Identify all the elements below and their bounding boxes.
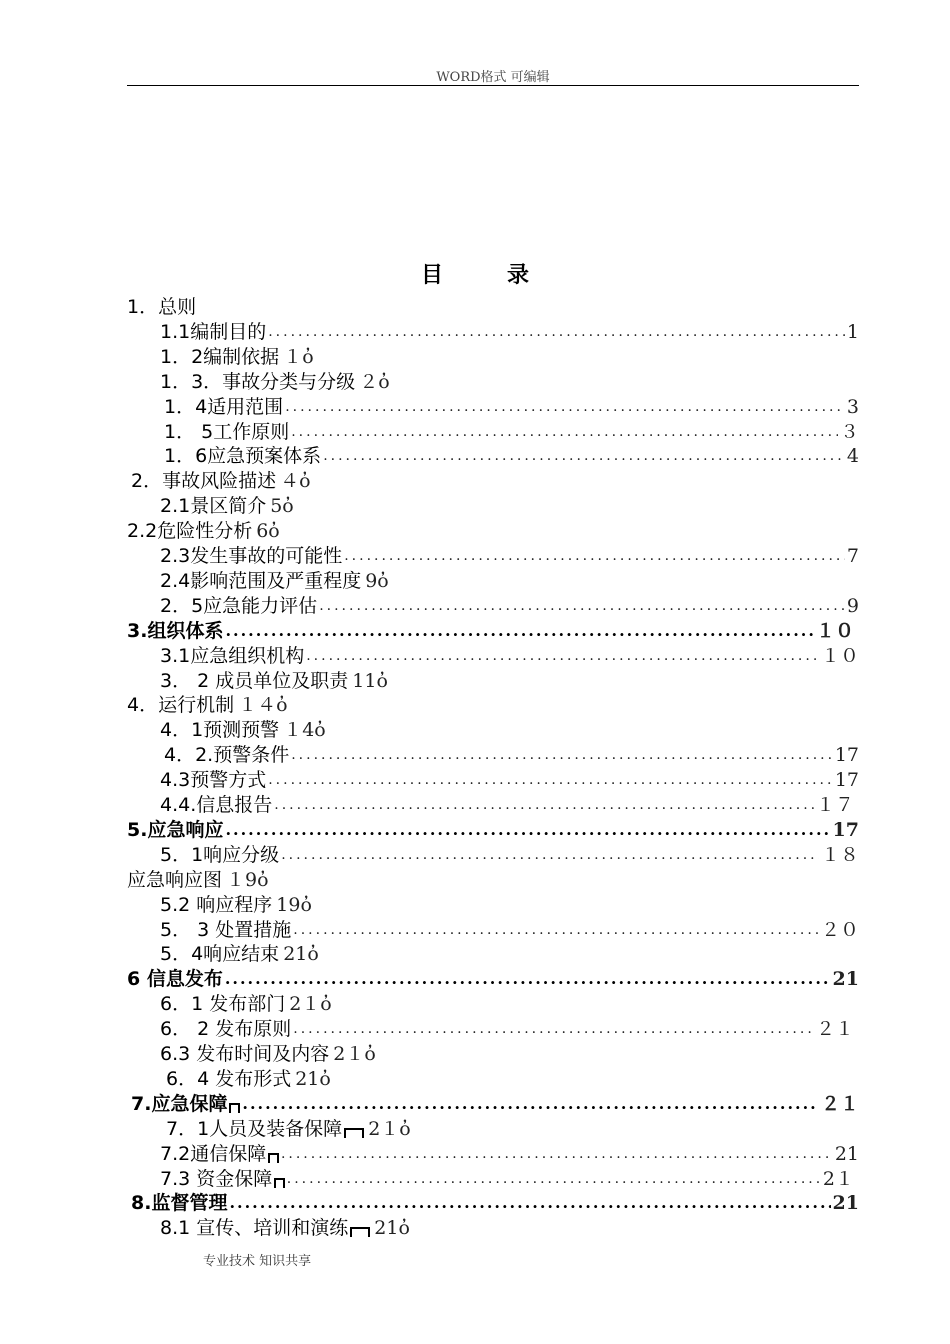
toc-entry-label: 1． 5工作原则 [164, 420, 290, 443]
toc-entry-label: 4．1预测预警 [160, 719, 280, 742]
toc-entry-page: 21 [832, 1192, 859, 1215]
toc-entry-page: 9 [846, 594, 859, 617]
header-rule [127, 85, 859, 86]
toc-entry-page: １８ [820, 843, 859, 866]
toc-dot-leader [225, 818, 830, 842]
toc-entry[interactable] [160, 569, 389, 593]
toc-entry-label: 2.2危险性分析 [127, 520, 253, 543]
toc-entry-label: 4.4.信息报告 [160, 794, 273, 816]
toc-entry-page: 3 [846, 395, 859, 418]
field-mark-icon [344, 1128, 364, 1138]
toc-entry-page: 5ὀ [270, 495, 294, 518]
toc-entry-page: １ὀ [283, 345, 314, 368]
toc-entry-label: 1．3．事故分类与分级 [160, 370, 356, 393]
toc-entry-page: 19ὀ [276, 893, 312, 916]
toc-entry-page: ２０ [820, 918, 859, 941]
toc-dot-leader [319, 594, 845, 618]
toc-entry[interactable] [166, 1067, 331, 1091]
toc-entry[interactable] [164, 743, 859, 767]
toc-entry[interactable] [160, 1042, 376, 1066]
toc-title [0, 258, 950, 289]
toc-entry-page: １７ [815, 794, 854, 816]
toc-entry-page: 21ὀ [374, 1217, 410, 1240]
toc-entry-page: 7 [846, 545, 859, 567]
toc-entry[interactable] [127, 818, 859, 842]
toc-entry[interactable] [127, 619, 854, 643]
toc-entry-page: ２１ [815, 1018, 854, 1041]
field-mark-icon [229, 1103, 240, 1113]
field-mark-icon [268, 1153, 279, 1163]
toc-entry-label: 2．事故风险描述 [131, 470, 277, 493]
toc-entry-page: 6ὀ [256, 520, 280, 543]
toc-entry-label: 2．5应急能力评估 [160, 594, 318, 617]
toc-entry-page: 17 [834, 744, 859, 767]
toc-dot-leader [344, 544, 845, 568]
page-header: WORD格式 可编辑 [436, 70, 550, 85]
toc-entry-page: １０ [820, 644, 859, 667]
toc-entry-page: ２ὀ [359, 370, 390, 393]
toc-entry[interactable] [127, 693, 288, 717]
toc-dot-leader [242, 1092, 819, 1116]
toc-entry[interactable] [127, 295, 196, 319]
toc-entry[interactable] [160, 768, 859, 792]
toc-entry-page: 21ὀ [295, 1067, 331, 1090]
toc-entry[interactable] [131, 469, 311, 493]
toc-entry-label: 1．总则 [127, 296, 197, 318]
toc-entry[interactable] [160, 594, 859, 618]
toc-entry[interactable] [160, 918, 859, 942]
toc-entry[interactable] [160, 544, 859, 568]
toc-entry[interactable] [160, 893, 312, 917]
toc-entry-page: 21 [832, 968, 859, 991]
toc-dot-leader [287, 1167, 821, 1191]
toc-entry[interactable] [160, 644, 859, 668]
toc-entry-page: 9ὀ [365, 569, 389, 592]
toc-entry-label: 5．4响应结束 [160, 943, 280, 966]
toc-entry-label: 6 信息发布 [127, 968, 223, 991]
toc-entry-label: 4．运行机制 [127, 694, 235, 717]
toc-dot-leader [225, 967, 831, 991]
toc-entry-label: 2.1景区简介 [160, 495, 267, 518]
page-footer: 专业技术 知识共享 [203, 1254, 312, 1269]
toc-entry-label: 8.1 宣传、培训和演练 [160, 1217, 349, 1240]
toc-entry[interactable] [160, 718, 326, 742]
toc-entry-label: 2.4影响范围及严重程度 [160, 569, 362, 592]
toc-entry[interactable] [160, 345, 314, 369]
toc-title-right: 录 [507, 263, 530, 288]
toc-entry-page: ２１ [820, 1092, 859, 1115]
toc-entry-label: 6．1 发布部门 [160, 993, 286, 1016]
toc-dot-leader [323, 444, 845, 468]
toc-entry-label: 5．1响应分级 [160, 843, 280, 866]
toc-entry[interactable] [131, 1191, 859, 1215]
toc-entry-label: 6． 2 发布原则 [160, 1018, 292, 1041]
toc-dot-leader [306, 644, 819, 668]
toc-entry-page: １０ [815, 619, 854, 642]
toc-title-left: 目 [420, 263, 443, 288]
toc-entry[interactable] [160, 494, 294, 518]
toc-entry[interactable] [160, 1142, 859, 1166]
toc-entry-page: 2１ὀ [333, 1043, 376, 1065]
toc-entry-page: ４ὀ [280, 470, 311, 493]
toc-entry[interactable] [160, 793, 854, 817]
toc-dot-leader [225, 619, 814, 643]
toc-entry-label: 7．1人员及装备保障 [166, 1117, 343, 1140]
toc-dot-leader [274, 793, 814, 817]
toc-entry-page: 4 [846, 445, 859, 468]
toc-entry-label: 8.监督管理 [131, 1192, 228, 1215]
toc-dot-leader [291, 743, 833, 767]
toc-entry-label: 4．2.预警条件 [164, 744, 290, 767]
toc-dot-leader [293, 918, 819, 942]
toc-entry-label: 1．2编制依据 [160, 345, 280, 368]
toc-entry-page: 11ὀ [352, 669, 388, 692]
toc-entry-label: 7.2通信保障 [160, 1142, 267, 1165]
toc-entry-page: 21ὀ [283, 943, 319, 966]
toc-dot-leader [229, 1191, 830, 1215]
toc-dot-leader [285, 395, 845, 419]
toc-entry[interactable] [160, 843, 859, 867]
toc-entry-page: １４ὀ [238, 694, 288, 717]
toc-entry-page: 2１ [822, 1167, 854, 1190]
toc-dot-leader [293, 1017, 814, 1041]
toc-entry-page: 2１ὀ [289, 993, 332, 1016]
toc-entry[interactable] [160, 1216, 410, 1240]
toc-entry[interactable] [160, 669, 388, 693]
toc-entry[interactable] [160, 1017, 854, 1041]
toc-entry[interactable] [160, 992, 332, 1016]
field-mark-icon [274, 1178, 285, 1188]
toc-entry[interactable] [164, 395, 859, 419]
toc-entry[interactable] [166, 1117, 411, 1141]
field-mark-icon [350, 1227, 370, 1237]
toc-entry-page: 21 [834, 1142, 859, 1165]
toc-entry-label: 1.1编制目的 [160, 320, 267, 343]
toc-dot-leader [268, 768, 833, 792]
toc-entry-label: 应急响应图 [127, 868, 223, 891]
toc-entry-page: 1 [846, 320, 859, 343]
toc-entry-label: 7.应急保障 [131, 1092, 228, 1115]
toc-dot-leader [291, 420, 838, 444]
toc-entry[interactable] [160, 1167, 854, 1191]
toc-entry-label: 6．4 发布形式 [166, 1067, 292, 1090]
toc-entry-label: 3． 2 成员单位及职责 [160, 669, 349, 692]
toc-entry[interactable] [160, 370, 390, 394]
toc-entry-label: 3.组织体系 [127, 619, 224, 642]
toc-entry[interactable] [127, 868, 269, 892]
toc-entry-label: 5.应急响应 [127, 818, 224, 841]
toc-entry[interactable] [160, 320, 859, 344]
toc-dot-leader [281, 1142, 833, 1166]
toc-entry-label: 5.2 响应程序 [160, 893, 273, 916]
toc-entry-page: 17 [834, 769, 859, 792]
toc-entry-page: ３ [839, 420, 859, 443]
toc-entry[interactable] [127, 519, 280, 543]
toc-entry-label: 2.3发生事故的可能性 [160, 545, 343, 567]
toc-entry-page: １9ὀ [226, 868, 269, 891]
toc-entry-label: 7.3 资金保障 [160, 1167, 273, 1190]
toc-dot-leader [281, 843, 819, 867]
toc-entry-label: 4.3预警方式 [160, 769, 267, 792]
toc-dot-leader [268, 320, 845, 344]
toc-entry[interactable] [164, 444, 859, 468]
toc-entry-label: 5． 3 处置措施 [160, 918, 292, 941]
toc-entry-label: 6.3 发布时间及内容 [160, 1043, 330, 1065]
toc-entry-page: 2１ὀ [368, 1117, 411, 1140]
toc-entry-page: １4ὀ [283, 719, 326, 742]
toc-entry-label: 1．4适用范围 [164, 395, 284, 418]
toc-entry-label: 3.1应急组织机构 [160, 644, 305, 667]
toc-entry[interactable] [164, 420, 859, 444]
toc-entry[interactable] [131, 1092, 859, 1116]
toc-entry[interactable] [160, 942, 319, 966]
toc-entry-page: 17 [832, 818, 859, 841]
toc-entry-label: 1．6应急预案体系 [164, 445, 322, 468]
toc-entry[interactable] [127, 967, 859, 991]
